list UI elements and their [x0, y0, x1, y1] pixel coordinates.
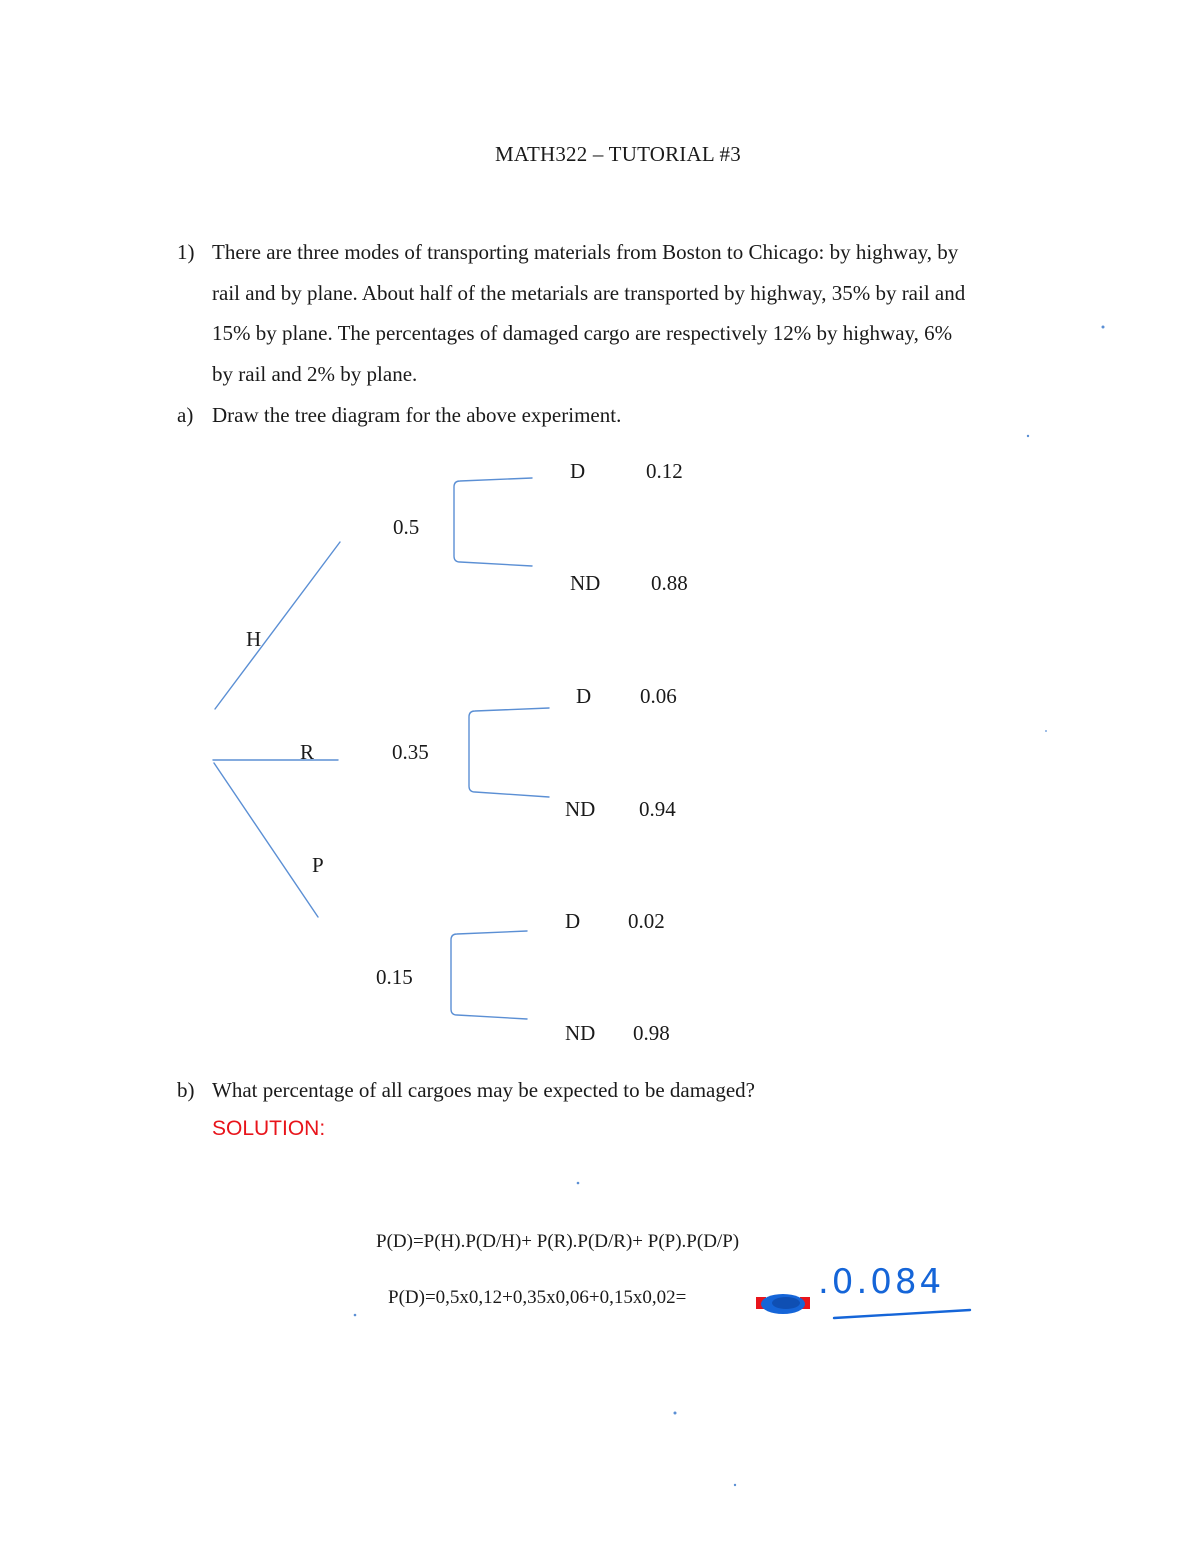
formula-computation: P(D)=0,5x0,12+0,35x0,06+0,15x0,02= [388, 1287, 687, 1308]
prob-h: 0.5 [393, 515, 420, 539]
ink-speck [577, 1182, 580, 1185]
outcome-d-p: D [565, 909, 581, 933]
ink-speck [1027, 435, 1029, 437]
mode-label-p: P [312, 853, 324, 877]
prob-p: 0.15 [376, 965, 413, 989]
prob-nd-p: 0.98 [633, 1021, 670, 1045]
question-text-line-1: There are three modes of transporting materials from Boston to Chicago: by highway, by [212, 240, 959, 264]
prob-nd-r: 0.94 [639, 797, 676, 821]
answer-underline [830, 1304, 975, 1324]
branch-h-line [215, 542, 340, 709]
question-text-line-3: 15% by plane. The percentages of damaged cargo are respectively 12% by highway, 6% [212, 321, 953, 345]
outcome-d-r: D [576, 684, 592, 708]
ink-speck [1102, 326, 1105, 329]
formula-total-probability: P(D)=P(H).P(D/H)+ P(R).P(D/R)+ P(P).P(D/P) [376, 1231, 740, 1252]
question-number: 1) [177, 240, 195, 264]
prob-d-h: 0.12 [646, 459, 683, 483]
prob-nd-h: 0.88 [651, 571, 688, 595]
question-text-line-4: by rail and 2% by plane. [212, 362, 418, 386]
prob-r: 0.35 [392, 740, 429, 764]
bracket-h [454, 478, 532, 566]
part-b-text: What percentage of all cargoes may be expected to be damaged? [212, 1078, 756, 1102]
part-a-label: a) [177, 403, 194, 427]
ink-speck [1045, 730, 1047, 732]
prob-d-r: 0.06 [640, 684, 677, 708]
scribble-mark [756, 1283, 816, 1321]
mode-label-r: R [300, 740, 315, 764]
outcome-d-h: D [570, 459, 586, 483]
ink-speck [354, 1314, 357, 1317]
outcome-nd-h: ND [570, 571, 601, 595]
prob-d-p: 0.02 [628, 909, 665, 933]
solution-label: SOLUTION: [212, 1117, 326, 1140]
branch-p-line [214, 763, 318, 917]
ink-speck [674, 1412, 677, 1415]
handwritten-answer: .0.084 [818, 1262, 945, 1302]
outcome-nd-r: ND [565, 797, 596, 821]
part-a-text: Draw the tree diagram for the above experiment. [212, 403, 622, 427]
outcome-nd-p: ND [565, 1021, 596, 1045]
part-b-label: b) [177, 1078, 195, 1102]
page-title: MATH322 – TUTORIAL #3 [495, 142, 741, 166]
ink-speck [734, 1484, 736, 1486]
bracket-p [451, 931, 527, 1019]
mode-label-h: H [246, 627, 262, 651]
question-text-line-2: rail and by plane. About half of the metarials are transported by highway, 35% by rail and [212, 281, 966, 305]
bracket-r [469, 708, 549, 797]
